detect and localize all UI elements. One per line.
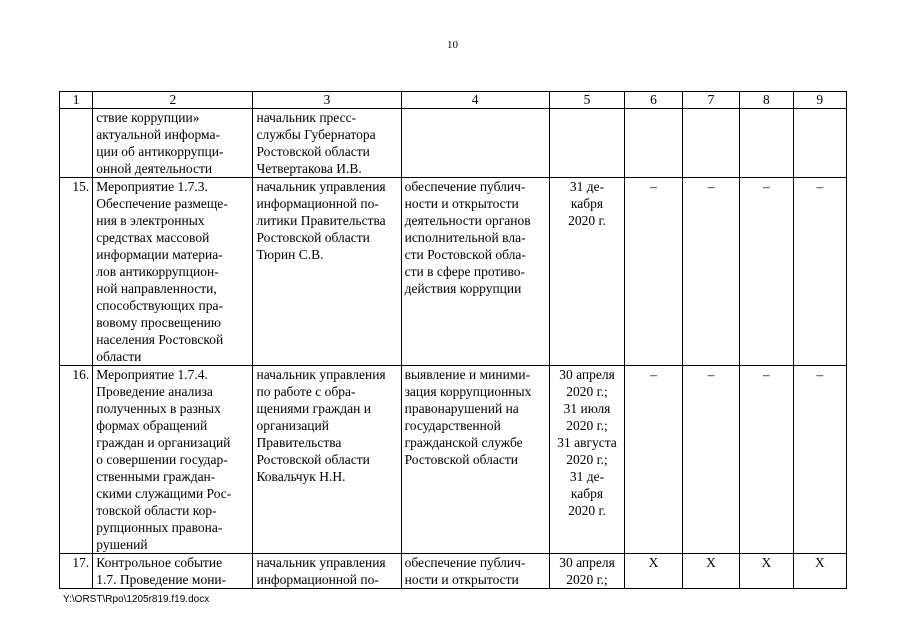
- cell-line: действия коррупции: [404, 281, 522, 296]
- row-number-cell: 15.: [60, 178, 93, 366]
- indicator-cell-6: [625, 109, 682, 178]
- cell-line: Ростовской области: [256, 230, 370, 245]
- cell-line: Ростовской области: [404, 452, 518, 467]
- col-header-7: 7: [682, 92, 739, 109]
- cell-line: 2020 г.;: [566, 572, 608, 587]
- result-cell: [401, 366, 549, 554]
- event-cell: [93, 366, 253, 554]
- cell-line: обеспечение публич-: [404, 179, 526, 194]
- cell-line: 2020 г.;: [566, 452, 608, 467]
- cell-line: рупционных правона-: [96, 520, 223, 535]
- cell-line: Ковальчук Н.Н.: [256, 469, 346, 484]
- indicator-cell-9: –: [793, 178, 846, 366]
- cell-line: гражданской службе: [404, 435, 523, 450]
- indicator-cell-6: –: [625, 178, 682, 366]
- cell-line: правонарушений на: [404, 401, 519, 416]
- row-number-cell: 16.: [60, 366, 93, 554]
- cell-line: Проведение анализа: [96, 384, 213, 399]
- cell-line: ности и открытости: [404, 572, 519, 587]
- cell-line: скими служащими Рос-: [96, 486, 232, 501]
- indicator-cell-6: Х: [625, 554, 682, 589]
- date-cell: [549, 178, 625, 366]
- col-header-6: 6: [625, 92, 682, 109]
- cell-line: Обеспечение размеще-: [96, 196, 228, 211]
- result-cell: [401, 554, 549, 589]
- indicator-cell-8: –: [740, 178, 793, 366]
- cell-line: ности и открытости: [404, 196, 519, 211]
- cell-line: Контрольное событие: [96, 555, 223, 570]
- cell-line: 31 августа: [557, 435, 617, 450]
- col-header-2: 2: [93, 92, 253, 109]
- cell-line: Мероприятие 1.7.4.: [96, 367, 208, 382]
- responsible-cell: [253, 109, 401, 178]
- plan-table: [59, 91, 847, 589]
- cell-line: ния в электронных: [96, 213, 205, 228]
- cell-line: зация коррупционных: [404, 384, 532, 399]
- cell-line: полученных в разных: [96, 401, 221, 416]
- cell-line: способствующих пра-: [96, 298, 224, 313]
- responsible-cell: [253, 554, 401, 589]
- indicator-cell-8: –: [740, 366, 793, 554]
- cell-line: информации материа-: [96, 247, 223, 262]
- cell-line: ной направленности,: [96, 281, 217, 296]
- cell-line: исполнительной вла-: [404, 230, 526, 245]
- responsible-cell: [253, 178, 401, 366]
- date-cell: [549, 554, 625, 589]
- footer-file-path: Y:\ORST\Rpo\1205r819.f19.docx: [63, 594, 210, 605]
- cell-line: ствие коррупции»: [96, 110, 200, 125]
- col-header-5: 5: [549, 92, 625, 109]
- cell-line: ции об антикоррупци-: [96, 144, 224, 159]
- cell-line: 31 июля: [563, 401, 611, 416]
- event-cell: [93, 554, 253, 589]
- indicator-cell-7: –: [682, 178, 739, 366]
- cell-line: службы Губернатора: [256, 127, 376, 142]
- cell-line: 2020 г.;: [566, 418, 608, 433]
- cell-line: начальник управления: [256, 367, 386, 382]
- cell-line: 30 апреля: [559, 555, 615, 570]
- cell-line: 30 апреля: [559, 367, 615, 382]
- cell-line: по работе с обра-: [256, 384, 356, 399]
- cell-line: средствах массовой: [96, 230, 210, 245]
- col-header-3: 3: [253, 92, 401, 109]
- col-header-1: 1: [60, 92, 93, 109]
- cell-line: информационной по-: [256, 196, 379, 211]
- indicator-cell-7: –: [682, 366, 739, 554]
- cell-line: ственными граждан-: [96, 469, 216, 484]
- cell-line: 2020 г.;: [566, 384, 608, 399]
- header-row: [60, 92, 847, 109]
- cell-line: щениями граждан и: [256, 401, 371, 416]
- event-cell: [93, 178, 253, 366]
- cell-line: кабря: [570, 196, 604, 211]
- cell-line: начальник управления: [256, 179, 386, 194]
- table-body: [60, 109, 847, 589]
- cell-line: начальник управления: [256, 555, 386, 570]
- cell-line: литики Правительства: [256, 213, 386, 228]
- cell-line: области: [96, 349, 142, 364]
- date-cell: [549, 109, 625, 178]
- cell-line: 1.7. Проведение мони-: [96, 572, 227, 587]
- page-number: 10: [447, 39, 458, 51]
- cell-line: Правительства: [256, 435, 342, 450]
- indicator-cell-8: Х: [740, 554, 793, 589]
- indicator-cell-7: Х: [682, 554, 739, 589]
- cell-line: вовому просвещению: [96, 315, 221, 330]
- indicator-cell-7: [682, 109, 739, 178]
- responsible-cell: [253, 366, 401, 554]
- cell-line: 31 де-: [569, 179, 605, 194]
- cell-line: лов антикоррупцион-: [96, 264, 219, 279]
- cell-line: Четвертакова И.В.: [256, 161, 362, 176]
- cell-line: Мероприятие 1.7.3.: [96, 179, 208, 194]
- indicator-cell-9: [793, 109, 846, 178]
- cell-line: начальник пресс-: [256, 110, 357, 125]
- cell-line: деятельности органов: [404, 213, 531, 228]
- indicator-cell-6: –: [625, 366, 682, 554]
- table-row: [60, 366, 847, 554]
- date-cell: [549, 366, 625, 554]
- cell-line: товской области кор-: [96, 503, 217, 518]
- cell-line: актуальной информа-: [96, 127, 220, 142]
- table-row: [60, 109, 847, 178]
- col-header-8: 8: [740, 92, 793, 109]
- cell-line: рушений: [96, 537, 148, 552]
- cell-line: о совершении государ-: [96, 452, 228, 467]
- cell-line: обеспечение публич-: [404, 555, 526, 570]
- cell-line: выявление и миними-: [404, 367, 531, 382]
- cell-line: 2020 г.: [568, 503, 606, 518]
- cell-line: информационной по-: [256, 572, 379, 587]
- row-number-cell: 17.: [60, 554, 93, 589]
- cell-line: сти Ростовской обла-: [404, 247, 526, 262]
- cell-line: организаций: [256, 418, 329, 433]
- cell-line: Ростовской области: [256, 452, 370, 467]
- cell-line: формах обращений: [96, 418, 208, 433]
- table-row: [60, 178, 847, 366]
- cell-line: кабря: [570, 486, 604, 501]
- result-cell: [401, 109, 549, 178]
- indicator-cell-8: [740, 109, 793, 178]
- cell-line: Тюрин С.В.: [256, 247, 324, 262]
- col-header-9: 9: [793, 92, 846, 109]
- row-number-cell: [60, 109, 93, 178]
- cell-line: государственной: [404, 418, 501, 433]
- cell-line: онной деятельности: [96, 161, 213, 176]
- event-cell: [93, 109, 253, 178]
- cell-line: 31 де-: [569, 469, 605, 484]
- cell-line: населения Ростовской: [96, 332, 224, 347]
- col-header-4: 4: [401, 92, 549, 109]
- result-cell: [401, 178, 549, 366]
- indicator-cell-9: Х: [793, 554, 846, 589]
- cell-line: граждан и организаций: [96, 435, 231, 450]
- cell-line: Ростовской области: [256, 144, 370, 159]
- indicator-cell-9: –: [793, 366, 846, 554]
- cell-line: 2020 г.: [568, 213, 606, 228]
- cell-line: сти в сфере противо-: [404, 264, 526, 279]
- table-row: [60, 554, 847, 589]
